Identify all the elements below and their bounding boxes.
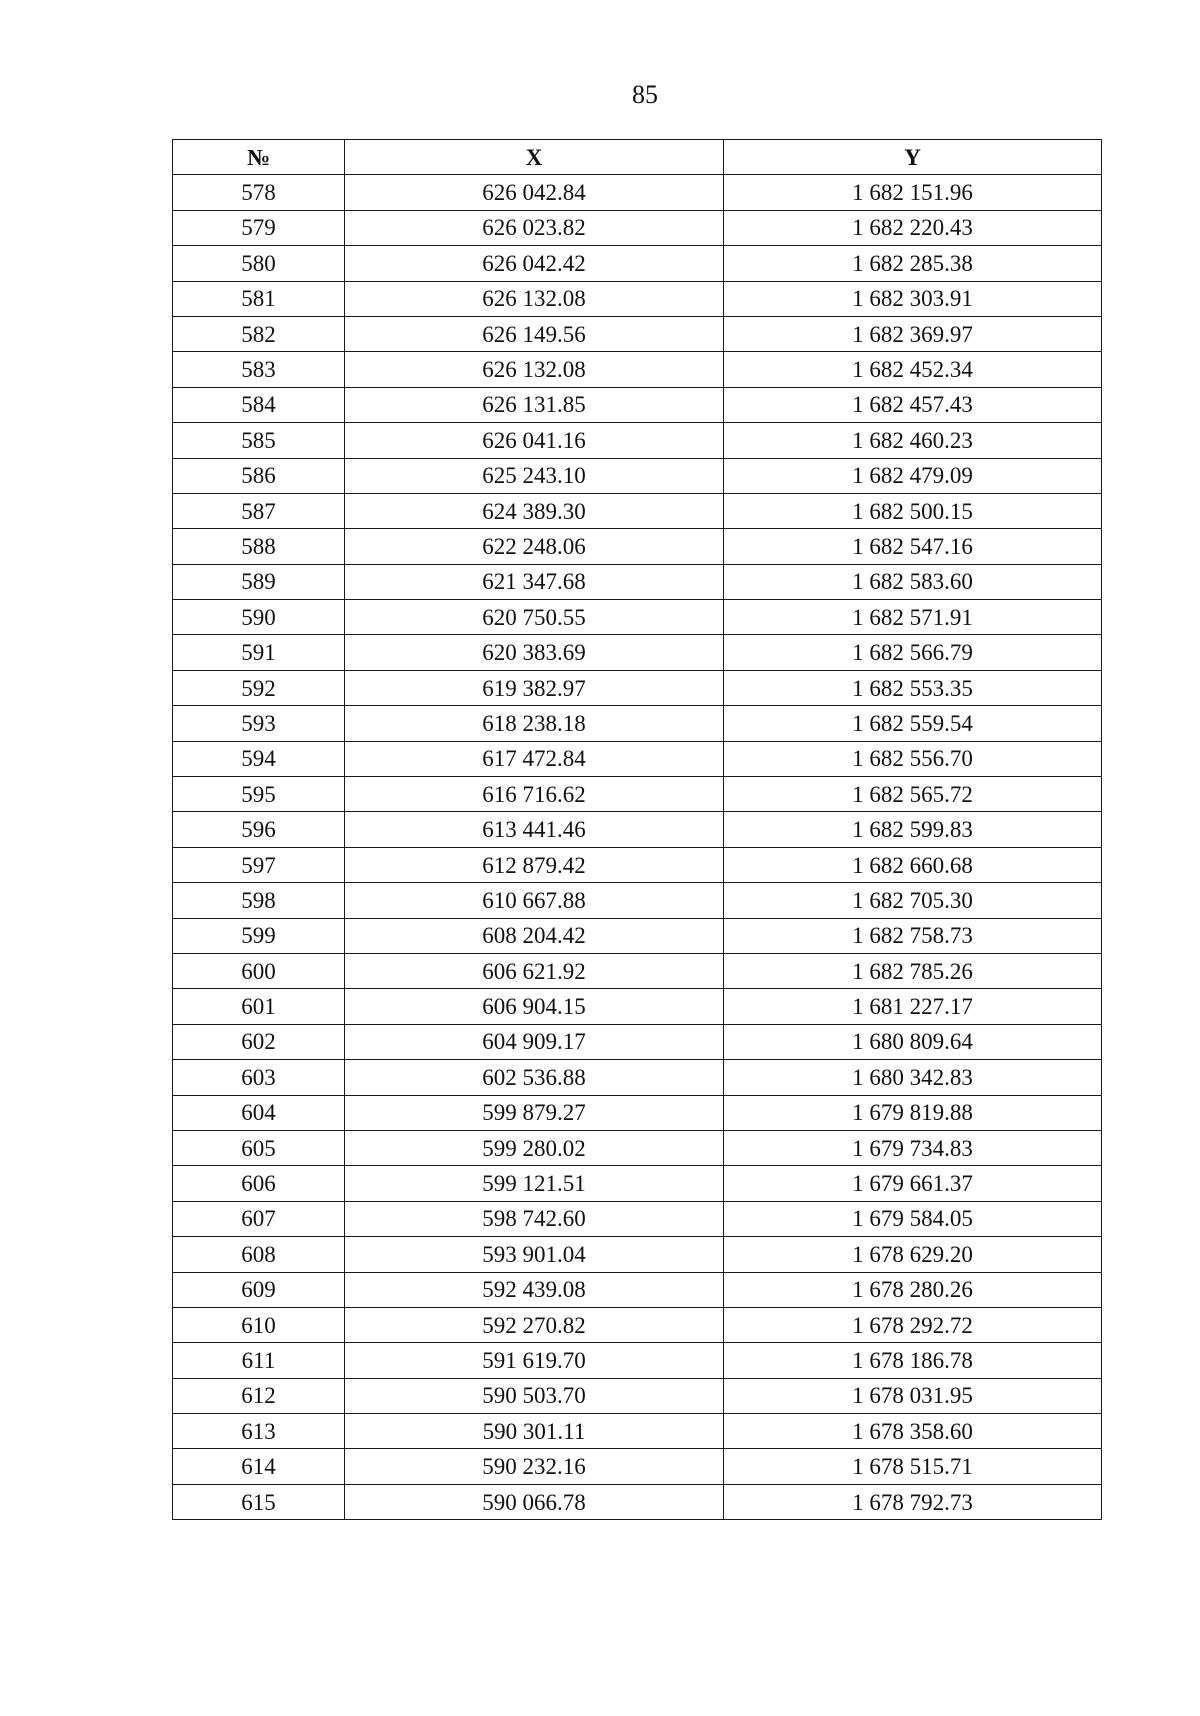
cell-y: 1 679 661.37 [724,1166,1102,1201]
cell-number: 583 [173,352,345,387]
cell-x: 602 536.88 [345,1060,724,1095]
cell-number: 596 [173,812,345,847]
cell-x: 604 909.17 [345,1024,724,1059]
table-row [173,635,1102,670]
table-row [173,1272,1102,1307]
cell-number: 613 [173,1414,345,1449]
cell-x: 619 382.97 [345,670,724,705]
table-row [173,1307,1102,1342]
table-row [173,458,1102,493]
cell-number: 605 [173,1130,345,1165]
cell-number: 580 [173,246,345,281]
table-header [173,140,1102,175]
table-row [173,175,1102,210]
cell-number: 597 [173,847,345,882]
table-row [173,210,1102,245]
cell-y: 1 682 553.35 [724,670,1102,705]
cell-x: 591 619.70 [345,1343,724,1378]
cell-number: 587 [173,493,345,528]
cell-y: 1 682 758.73 [724,918,1102,953]
table-row [173,564,1102,599]
cell-x: 592 270.82 [345,1307,724,1342]
table-row [173,352,1102,387]
cell-y: 1 682 452.34 [724,352,1102,387]
cell-y: 1 678 186.78 [724,1343,1102,1378]
cell-number: 614 [173,1449,345,1484]
table-row [173,812,1102,847]
cell-x: 606 621.92 [345,953,724,988]
cell-number: 598 [173,883,345,918]
cell-x: 593 901.04 [345,1237,724,1272]
header-x: X [345,140,724,175]
cell-x: 621 347.68 [345,564,724,599]
cell-x: 590 232.16 [345,1449,724,1484]
table-row [173,1024,1102,1059]
cell-x: 599 879.27 [345,1095,724,1130]
cell-number: 607 [173,1201,345,1236]
cell-x: 612 879.42 [345,847,724,882]
cell-y: 1 682 479.09 [724,458,1102,493]
cell-y: 1 678 280.26 [724,1272,1102,1307]
cell-y: 1 682 705.30 [724,883,1102,918]
cell-number: 612 [173,1378,345,1413]
cell-y: 1 682 566.79 [724,635,1102,670]
cell-number: 602 [173,1024,345,1059]
header-y: Y [724,140,1102,175]
cell-y: 1 682 369.97 [724,316,1102,351]
table-row [173,1060,1102,1095]
cell-x: 620 383.69 [345,635,724,670]
coordinates-table [172,139,1102,1520]
cell-number: 615 [173,1484,345,1519]
cell-number: 578 [173,175,345,210]
cell-y: 1 682 559.54 [724,706,1102,741]
cell-x: 626 041.16 [345,423,724,458]
table-row [173,883,1102,918]
cell-y: 1 678 031.95 [724,1378,1102,1413]
cell-y: 1 682 599.83 [724,812,1102,847]
cell-number: 610 [173,1307,345,1342]
cell-number: 591 [173,635,345,670]
cell-x: 613 441.46 [345,812,724,847]
cell-y: 1 681 227.17 [724,989,1102,1024]
cell-x: 598 742.60 [345,1201,724,1236]
cell-x: 618 238.18 [345,706,724,741]
table-row [173,1095,1102,1130]
cell-x: 626 042.84 [345,175,724,210]
cell-number: 594 [173,741,345,776]
table-row [173,741,1102,776]
cell-y: 1 680 342.83 [724,1060,1102,1095]
table-row [173,847,1102,882]
cell-y: 1 679 819.88 [724,1095,1102,1130]
cell-x: 590 503.70 [345,1378,724,1413]
table-row [173,1484,1102,1519]
cell-number: 579 [173,210,345,245]
cell-y: 1 682 660.68 [724,847,1102,882]
cell-number: 606 [173,1166,345,1201]
cell-y: 1 679 734.83 [724,1130,1102,1165]
cell-number: 586 [173,458,345,493]
cell-number: 603 [173,1060,345,1095]
cell-number: 584 [173,387,345,422]
table-row [173,989,1102,1024]
table-row [173,387,1102,422]
cell-y: 1 682 556.70 [724,741,1102,776]
cell-x: 606 904.15 [345,989,724,1024]
cell-y: 1 678 292.72 [724,1307,1102,1342]
table-row [173,670,1102,705]
cell-number: 599 [173,918,345,953]
table-row [173,777,1102,812]
cell-number: 609 [173,1272,345,1307]
cell-number: 601 [173,989,345,1024]
cell-y: 1 682 583.60 [724,564,1102,599]
cell-x: 626 023.82 [345,210,724,245]
cell-x: 617 472.84 [345,741,724,776]
cell-number: 604 [173,1095,345,1130]
cell-x: 590 301.11 [345,1414,724,1449]
cell-number: 589 [173,564,345,599]
cell-number: 592 [173,670,345,705]
cell-x: 624 389.30 [345,493,724,528]
cell-number: 595 [173,777,345,812]
header-row [173,140,1102,175]
cell-x: 592 439.08 [345,1272,724,1307]
table-row [173,1166,1102,1201]
cell-number: 582 [173,316,345,351]
cell-x: 620 750.55 [345,600,724,635]
cell-y: 1 678 515.71 [724,1449,1102,1484]
table-row [173,1378,1102,1413]
table-row [173,953,1102,988]
table-row [173,1130,1102,1165]
page-number: 85 [632,80,658,109]
table-row [173,600,1102,635]
table-row [173,1343,1102,1378]
cell-x: 622 248.06 [345,529,724,564]
table-row [173,246,1102,281]
cell-y: 1 678 792.73 [724,1484,1102,1519]
table-row [173,706,1102,741]
cell-x: 626 132.08 [345,281,724,316]
cell-y: 1 682 457.43 [724,387,1102,422]
cell-number: 593 [173,706,345,741]
cell-x: 608 204.42 [345,918,724,953]
cell-number: 600 [173,953,345,988]
table-row [173,423,1102,458]
table-row [173,493,1102,528]
cell-x: 625 243.10 [345,458,724,493]
cell-y: 1 678 629.20 [724,1237,1102,1272]
cell-y: 1 679 584.05 [724,1201,1102,1236]
cell-x: 626 131.85 [345,387,724,422]
table-body [173,175,1102,1520]
table-row [173,1237,1102,1272]
table-row [173,316,1102,351]
cell-y: 1 682 151.96 [724,175,1102,210]
cell-y: 1 682 303.91 [724,281,1102,316]
cell-y: 1 682 547.16 [724,529,1102,564]
table-row [173,529,1102,564]
cell-number: 608 [173,1237,345,1272]
cell-y: 1 682 500.15 [724,493,1102,528]
cell-number: 581 [173,281,345,316]
cell-y: 1 682 220.43 [724,210,1102,245]
cell-y: 1 682 571.91 [724,600,1102,635]
cell-x: 626 149.56 [345,316,724,351]
table-row [173,1201,1102,1236]
cell-x: 626 132.08 [345,352,724,387]
cell-x: 616 716.62 [345,777,724,812]
cell-x: 599 121.51 [345,1166,724,1201]
cell-number: 590 [173,600,345,635]
cell-x: 626 042.42 [345,246,724,281]
cell-y: 1 682 460.23 [724,423,1102,458]
header-number: № [173,140,345,175]
cell-y: 1 682 785.26 [724,953,1102,988]
table-row [173,918,1102,953]
cell-x: 599 280.02 [345,1130,724,1165]
cell-y: 1 682 285.38 [724,246,1102,281]
cell-x: 610 667.88 [345,883,724,918]
table-row [173,1414,1102,1449]
cell-y: 1 682 565.72 [724,777,1102,812]
table-row [173,1449,1102,1484]
cell-y: 1 680 809.64 [724,1024,1102,1059]
cell-number: 585 [173,423,345,458]
cell-y: 1 678 358.60 [724,1414,1102,1449]
table-row [173,281,1102,316]
cell-number: 611 [173,1343,345,1378]
cell-x: 590 066.78 [345,1484,724,1519]
cell-number: 588 [173,529,345,564]
